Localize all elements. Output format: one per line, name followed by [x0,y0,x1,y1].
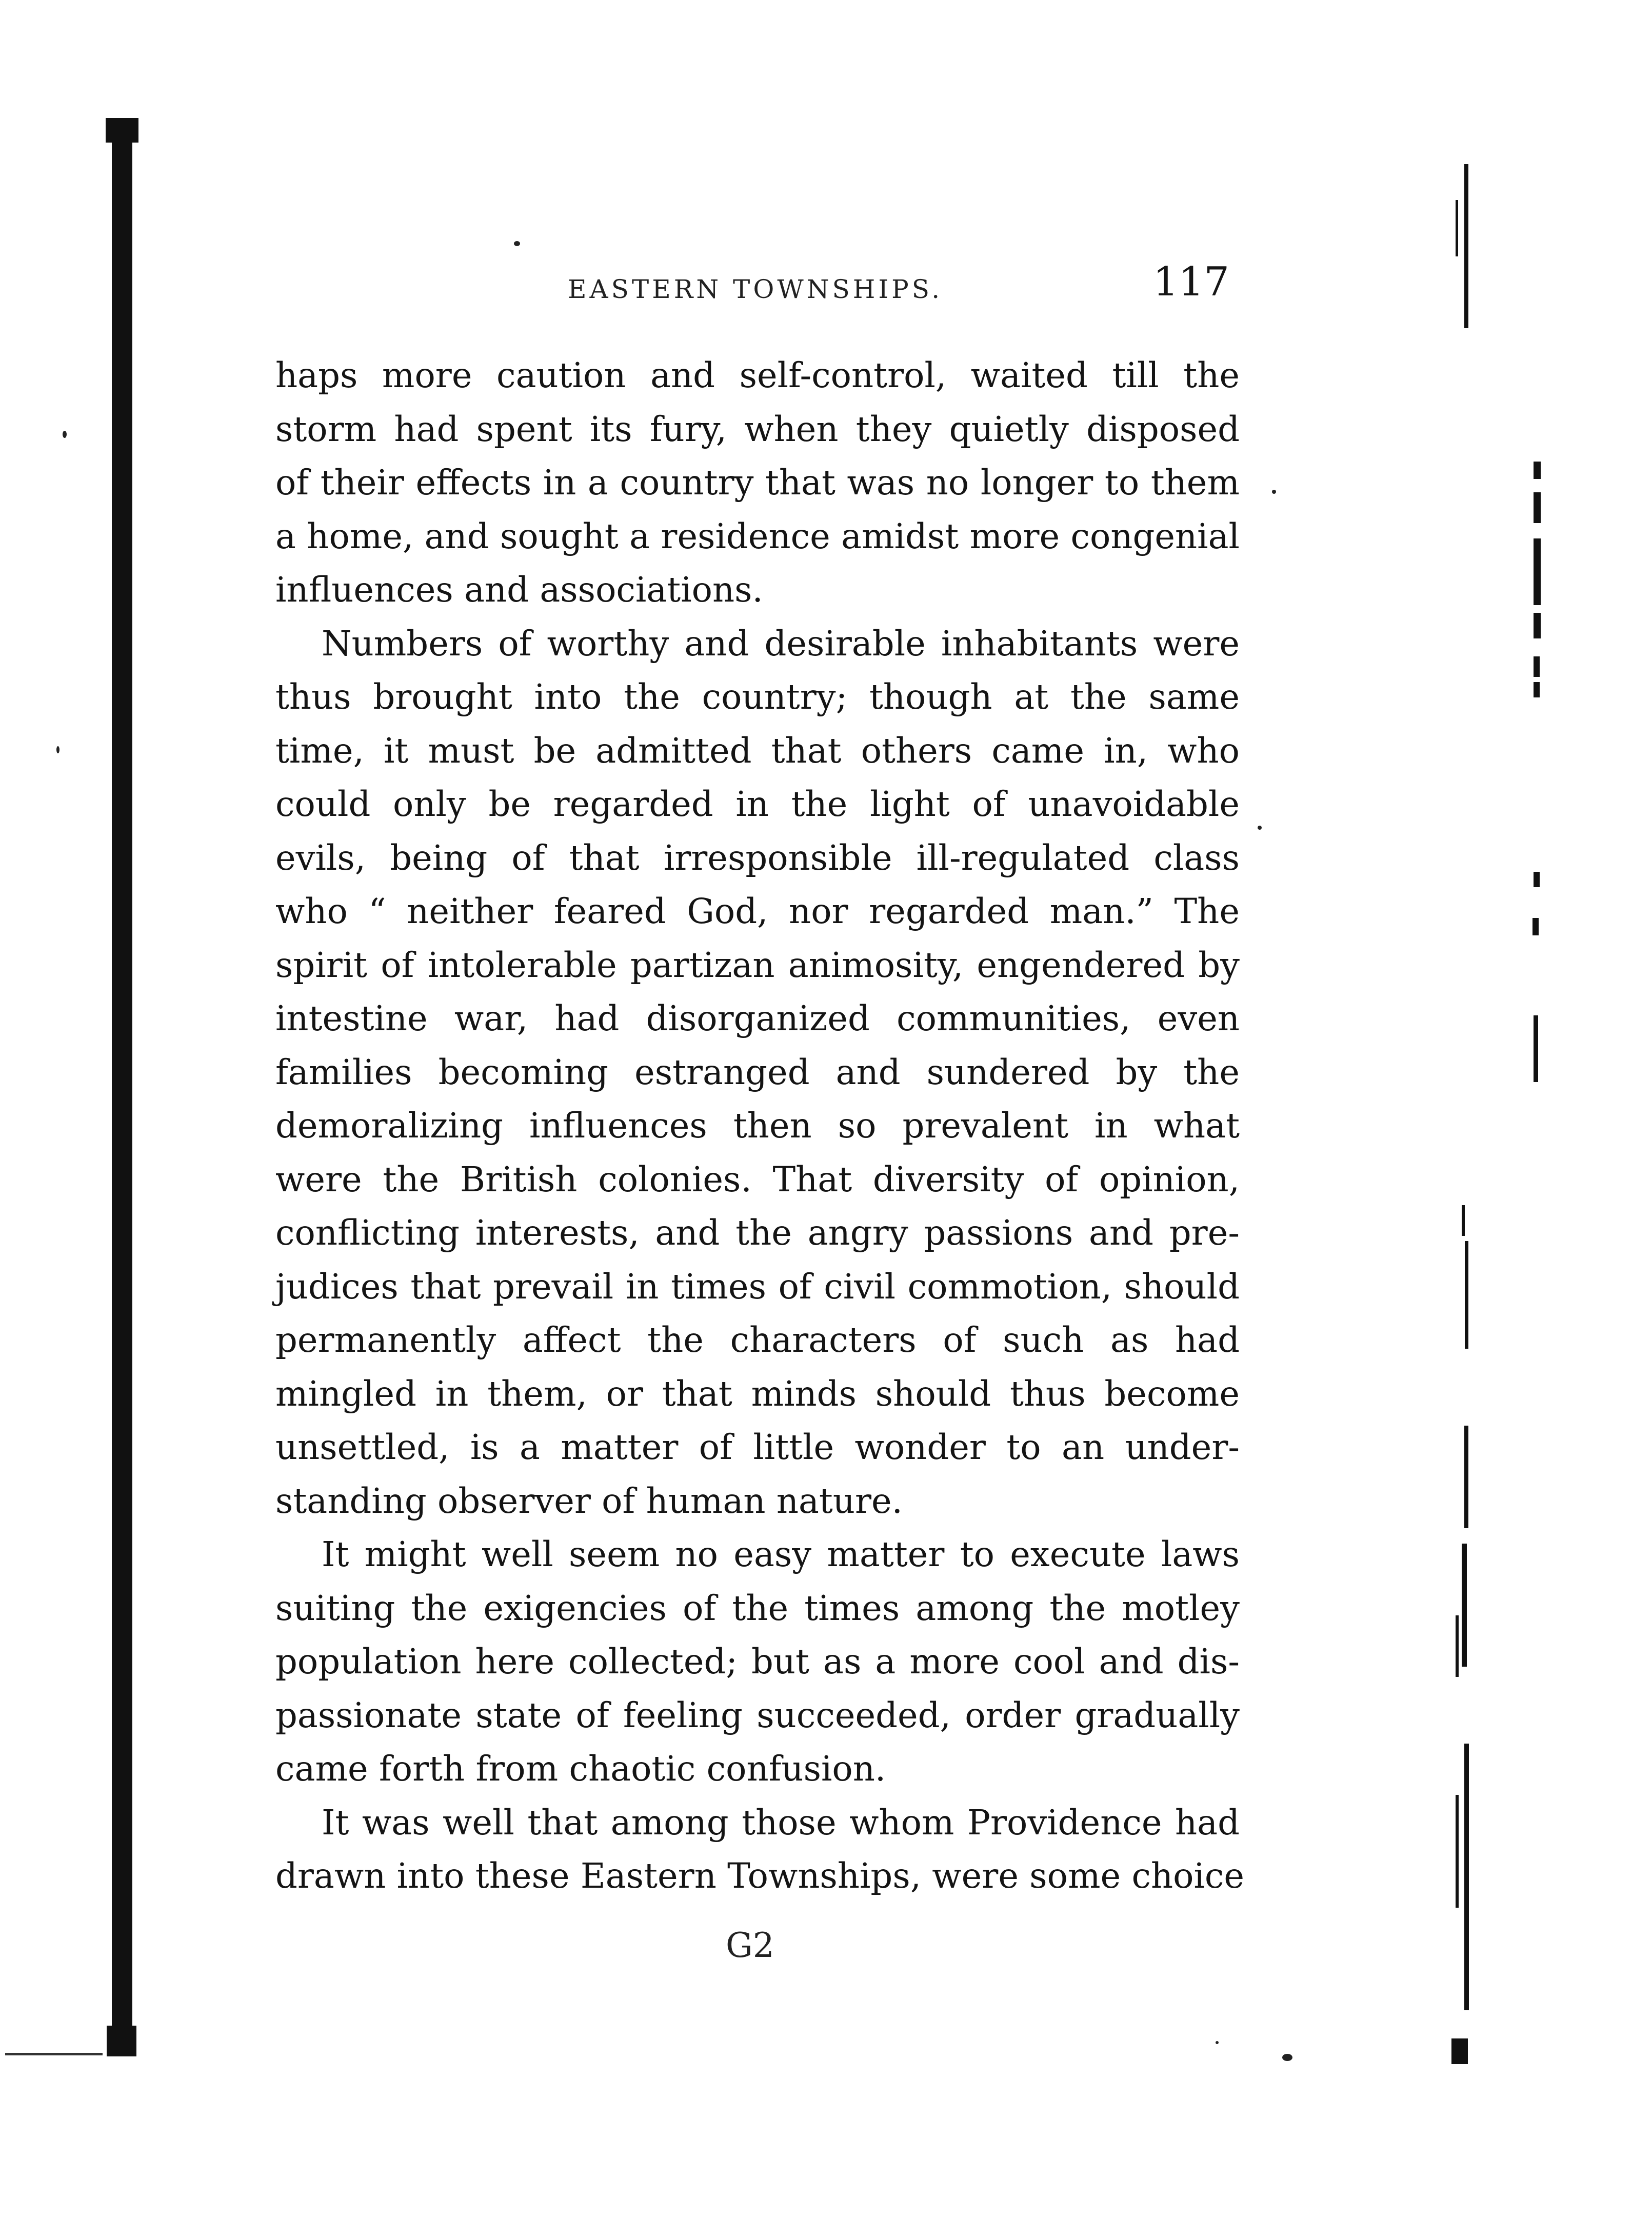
paragraph-1 [275,349,1240,617]
text-line: of their effects in a country that was no longer to them [275,463,1240,503]
page-number: 117 [1153,259,1229,305]
text-line: were the British colonies. That diversity of opinion, [275,1159,1240,1199]
text-line: It was well that among those whom Providence had [322,1802,1240,1843]
text-line: spirit of intolerable partizan animosity, engendered by [275,945,1240,985]
text-line: demoralizing influences then so prevalent in what [275,1106,1240,1146]
text-line: judices that prevail in times of civil commotion, should [275,1266,1240,1307]
text-line: suiting the exigencies of the times among the motley [275,1588,1240,1628]
text-line: unsettled, is a matter of little wonder to an under- [275,1427,1240,1467]
text-line: conflicting interests, and the angry passions and pre- [275,1213,1240,1253]
text-line: came forth from chaotic confusion. [275,1749,886,1789]
text-line: standing observer of human nature. [275,1481,903,1521]
signature-mark: G2 [726,1926,774,1965]
text-line: drawn into these Eastern Townships, were some choice [275,1856,1245,1896]
paragraph-4 [275,1796,1245,1903]
running-head: EASTERN TOWNSHIPS. [568,274,943,304]
text-line: passionate state of feeling succeeded, order gradually [275,1695,1240,1735]
text-line: evils, being of that irresponsible ill-regulated class [275,837,1240,878]
text-line: intestine war, had disorganized communities, even [275,998,1240,1038]
text-line: who “ neither feared God, nor regarded man.” The [275,891,1240,931]
text-line: could only be regarded in the light of unavoidable [275,784,1240,824]
text-line: population here collected; but as a more cool and dis- [275,1642,1240,1682]
paragraph-2 [275,617,1240,1528]
text-line: It might well seem no easy matter to execute laws [322,1534,1240,1574]
text-line: haps more caution and self-control, waited till the [275,355,1240,395]
binding-edge [112,118,132,2056]
text-line: a home, and sought a residence amidst more congenial [275,516,1240,556]
text-line: mingled in them, or that minds should thus become [275,1373,1240,1414]
text-line: thus brought into the country; though at the same [275,677,1240,717]
text-line: families becoming estranged and sundered by the [275,1052,1240,1092]
body-text [275,349,1245,1903]
page-header [275,259,1240,315]
text-line: permanently affect the characters of such as had [275,1320,1240,1360]
text-line: influences and associations. [275,570,763,610]
paragraph-3 [275,1528,1240,1796]
text-line: Numbers of worthy and desirable inhabitants were [322,623,1240,664]
text-line: time, it must be admitted that others came in, who [275,730,1240,771]
scan-rule [5,2053,103,2055]
text-line: storm had spent its fury, when they quietly disposed [275,409,1240,449]
